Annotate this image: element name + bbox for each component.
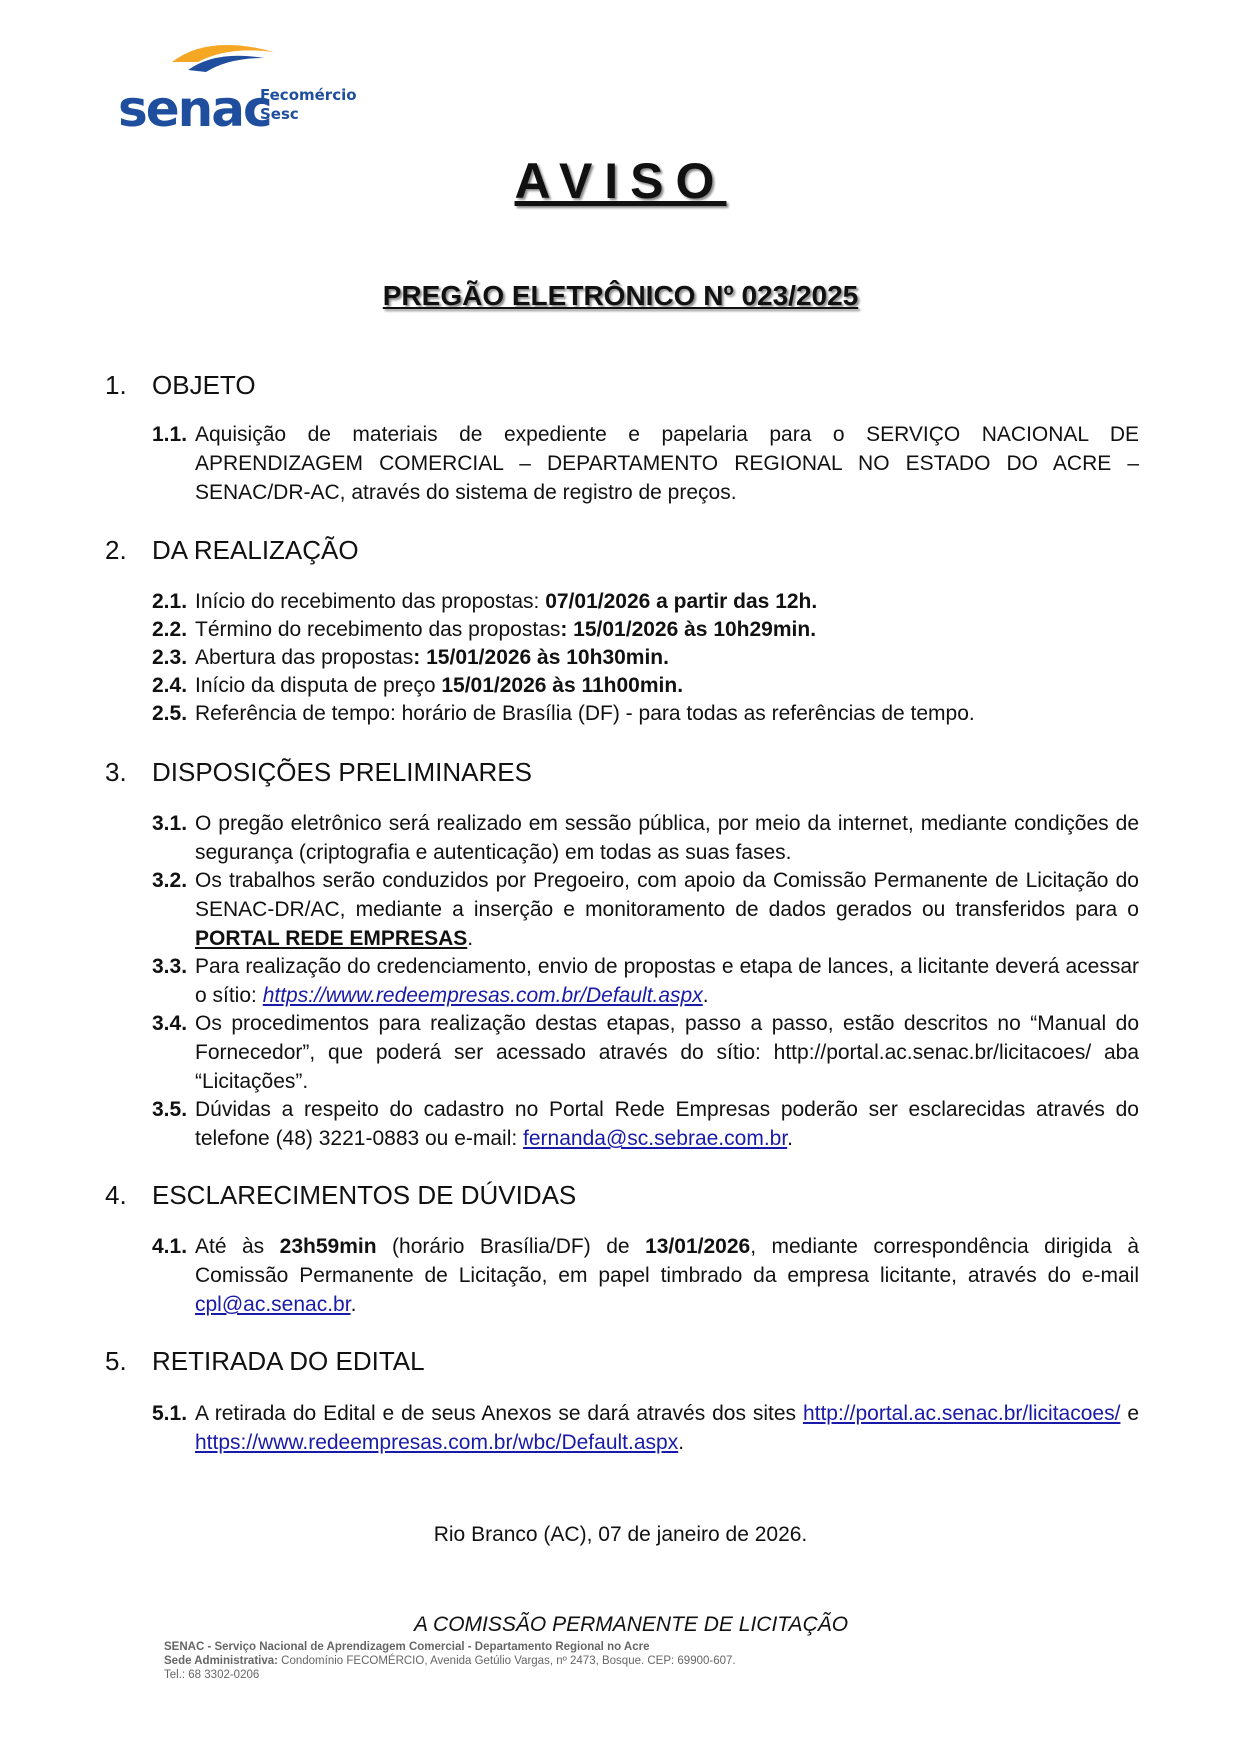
item-text: Início do recebimento das propostas: xyxy=(195,590,546,613)
portal-link[interactable]: http://portal.ac.senac.br/licitacoes/ xyxy=(802,1402,1121,1425)
section-title: DA REALIZAÇÃO xyxy=(152,535,359,565)
section-number: 2. xyxy=(105,535,127,565)
item-text-end: . xyxy=(787,1127,794,1150)
list-item xyxy=(152,809,1139,867)
page-subtitle: PREGÃO ELETRÔNICO Nº 023/2025 xyxy=(382,280,859,311)
redeempresas-link[interactable]: https://www.redeempresas.com.br/Default.aspx xyxy=(262,984,703,1007)
redeempresas-link[interactable]: https://www.redeempresas.com.br/wbc/Default.aspx xyxy=(195,1431,679,1454)
item-date: : 15/01/2026 às 10h29min. xyxy=(560,618,817,641)
section-heading xyxy=(105,370,256,401)
list-item xyxy=(152,420,1139,507)
logo-swoosh-icon xyxy=(168,32,278,80)
item-text: Início da disputa de preço xyxy=(195,674,442,697)
section-number: 3. xyxy=(105,757,127,787)
deadline-time: 23h59min xyxy=(279,1235,377,1258)
deadline-date: 13/01/2026 xyxy=(645,1235,751,1258)
logo-line1: Fecomércio xyxy=(260,86,357,104)
section-heading xyxy=(105,535,359,566)
page-title: AVISO xyxy=(514,153,727,209)
item-text: Até às xyxy=(195,1235,280,1258)
item-number: 3.4. xyxy=(152,1012,188,1035)
item-number: 2.3. xyxy=(152,646,188,669)
logo-wordmark: senac xyxy=(118,80,271,138)
item-text: Os trabalhos serão conduzidos por Pregoeiro, com apoio da Comissão Permanente de Licitação do SENAC-DR/AC, mediante a inserção e monitoramento de dados gerados ou transferidos para o xyxy=(195,869,1139,921)
list-item xyxy=(152,643,1139,672)
item-number: 3.1. xyxy=(152,812,188,835)
item-number: 3.5. xyxy=(152,1098,188,1121)
item-text: O pregão eletrônico será realizado em sessão pública, por meio da internet, mediante condições de segurança (criptografia e autenticação) em todas as suas fases. xyxy=(195,812,1139,864)
list-item xyxy=(152,1232,1139,1319)
item-number: 1.1. xyxy=(152,423,188,446)
section-title: OBJETO xyxy=(152,370,256,400)
item-number: 2.5. xyxy=(152,702,188,725)
item-number: 2.1. xyxy=(152,590,188,613)
item-number: 2.4. xyxy=(152,674,188,697)
footer xyxy=(164,1640,736,1682)
item-date: 15/01/2026 às 11h00min. xyxy=(441,674,684,697)
item-text: Referência de tempo: horário de Brasília (DF) - para todas as referências de tempo. xyxy=(195,702,975,725)
section-number: 1. xyxy=(105,370,127,400)
item-text: , mediante correspondência dirigida à Comissão Permanente de Licitação, em papel timbrado da empresa licitante, através do e-mail xyxy=(195,1235,1139,1287)
item-text: Abertura das propostas xyxy=(195,646,414,669)
section-number: 4. xyxy=(105,1180,127,1210)
list-item xyxy=(152,1399,1139,1457)
item-text-end: . xyxy=(467,927,474,950)
section-heading xyxy=(105,757,532,788)
section-title: ESCLARECIMENTOS DE DÚVIDAS xyxy=(152,1180,577,1210)
footer-phone: Tel.: 68 3302-0206 xyxy=(164,1669,260,1681)
list-item xyxy=(152,1095,1139,1153)
item-number: 2.2. xyxy=(152,618,188,641)
item-number: 5.1. xyxy=(152,1402,188,1425)
portal-name: PORTAL REDE EMPRESAS xyxy=(195,927,468,950)
list-item xyxy=(152,587,1139,616)
item-date: 07/01/2026 a partir das 12h. xyxy=(545,590,818,613)
item-text: A retirada do Edital e de seus Anexos se dará através dos sites xyxy=(195,1402,803,1425)
item-text: Os procedimentos para realização destas etapas, passo a passo, estão descritos no “Manual do Fornecedor”, que poderá ser acessado através do sítio: http://portal.ac.senac.br/licitacoes/ aba “Licitações”. xyxy=(195,1012,1139,1093)
item-text-end: . xyxy=(678,1431,685,1454)
logo-line2: Sesc xyxy=(260,105,299,123)
section-heading xyxy=(105,1346,425,1377)
commission-signature: A COMISSÃO PERMANENTE DE LICITAÇÃO xyxy=(414,1613,849,1636)
item-text: Aquisição de materiais de expediente e papelaria para o SERVIÇO NACIONAL DE APRENDIZAGEM COMERCIAL – DEPARTAMENTO REGIONAL NO ESTADO DO ACRE – SENAC/DR-AC, através do sistema de registro de preços. xyxy=(195,423,1139,504)
footer-address: Condomínio FECOMÉRCIO, Avenida Getúlio Vargas, nº 2473, Bosque. CEP: 69900-607. xyxy=(277,1655,736,1667)
list-item xyxy=(152,671,1139,700)
item-date: : 15/01/2026 às 10h30min. xyxy=(413,646,669,669)
section-number: 5. xyxy=(105,1346,127,1376)
email-link[interactable]: cpl@ac.senac.br xyxy=(195,1293,351,1316)
item-text-end: . xyxy=(350,1293,357,1316)
item-text: Dúvidas a respeito do cadastro no Portal Rede Empresas poderão ser esclarecidas através do telefone (48) 3221-0883 ou e-mail: xyxy=(195,1098,1139,1150)
list-item xyxy=(152,952,1139,1010)
section-title: DISPOSIÇÕES PRELIMINARES xyxy=(152,757,532,787)
list-item xyxy=(152,866,1139,953)
section-title: RETIRADA DO EDITAL xyxy=(152,1346,425,1376)
item-number: 4.1. xyxy=(152,1235,188,1258)
footer-line: SENAC - Serviço Nacional de Aprendizagem Comercial - Departamento Regional no Acre xyxy=(164,1641,650,1653)
item-text: Término do recebimento das propostas xyxy=(195,618,561,641)
list-item xyxy=(152,615,1139,644)
item-text: (horário Brasília/DF) de xyxy=(376,1235,646,1258)
email-link[interactable]: fernanda@sc.sebrae.com.br xyxy=(523,1127,788,1150)
section-heading xyxy=(105,1180,576,1211)
place-date: Rio Branco (AC), 07 de janeiro de 2026. xyxy=(433,1523,808,1546)
item-number: 3.3. xyxy=(152,955,188,978)
footer-label: Sede Administrativa: xyxy=(164,1655,278,1667)
logo-subtitle xyxy=(260,86,357,124)
list-item xyxy=(152,1009,1139,1096)
senac-logo xyxy=(118,32,378,138)
list-item xyxy=(152,699,1139,728)
item-number: 3.2. xyxy=(152,869,188,892)
item-text: e xyxy=(1120,1402,1140,1425)
item-text: Para realização do credenciamento, envio de propostas e etapa de lances, a licitante deverá acessar o sítio: xyxy=(195,955,1139,1007)
item-text-end: . xyxy=(702,984,709,1007)
